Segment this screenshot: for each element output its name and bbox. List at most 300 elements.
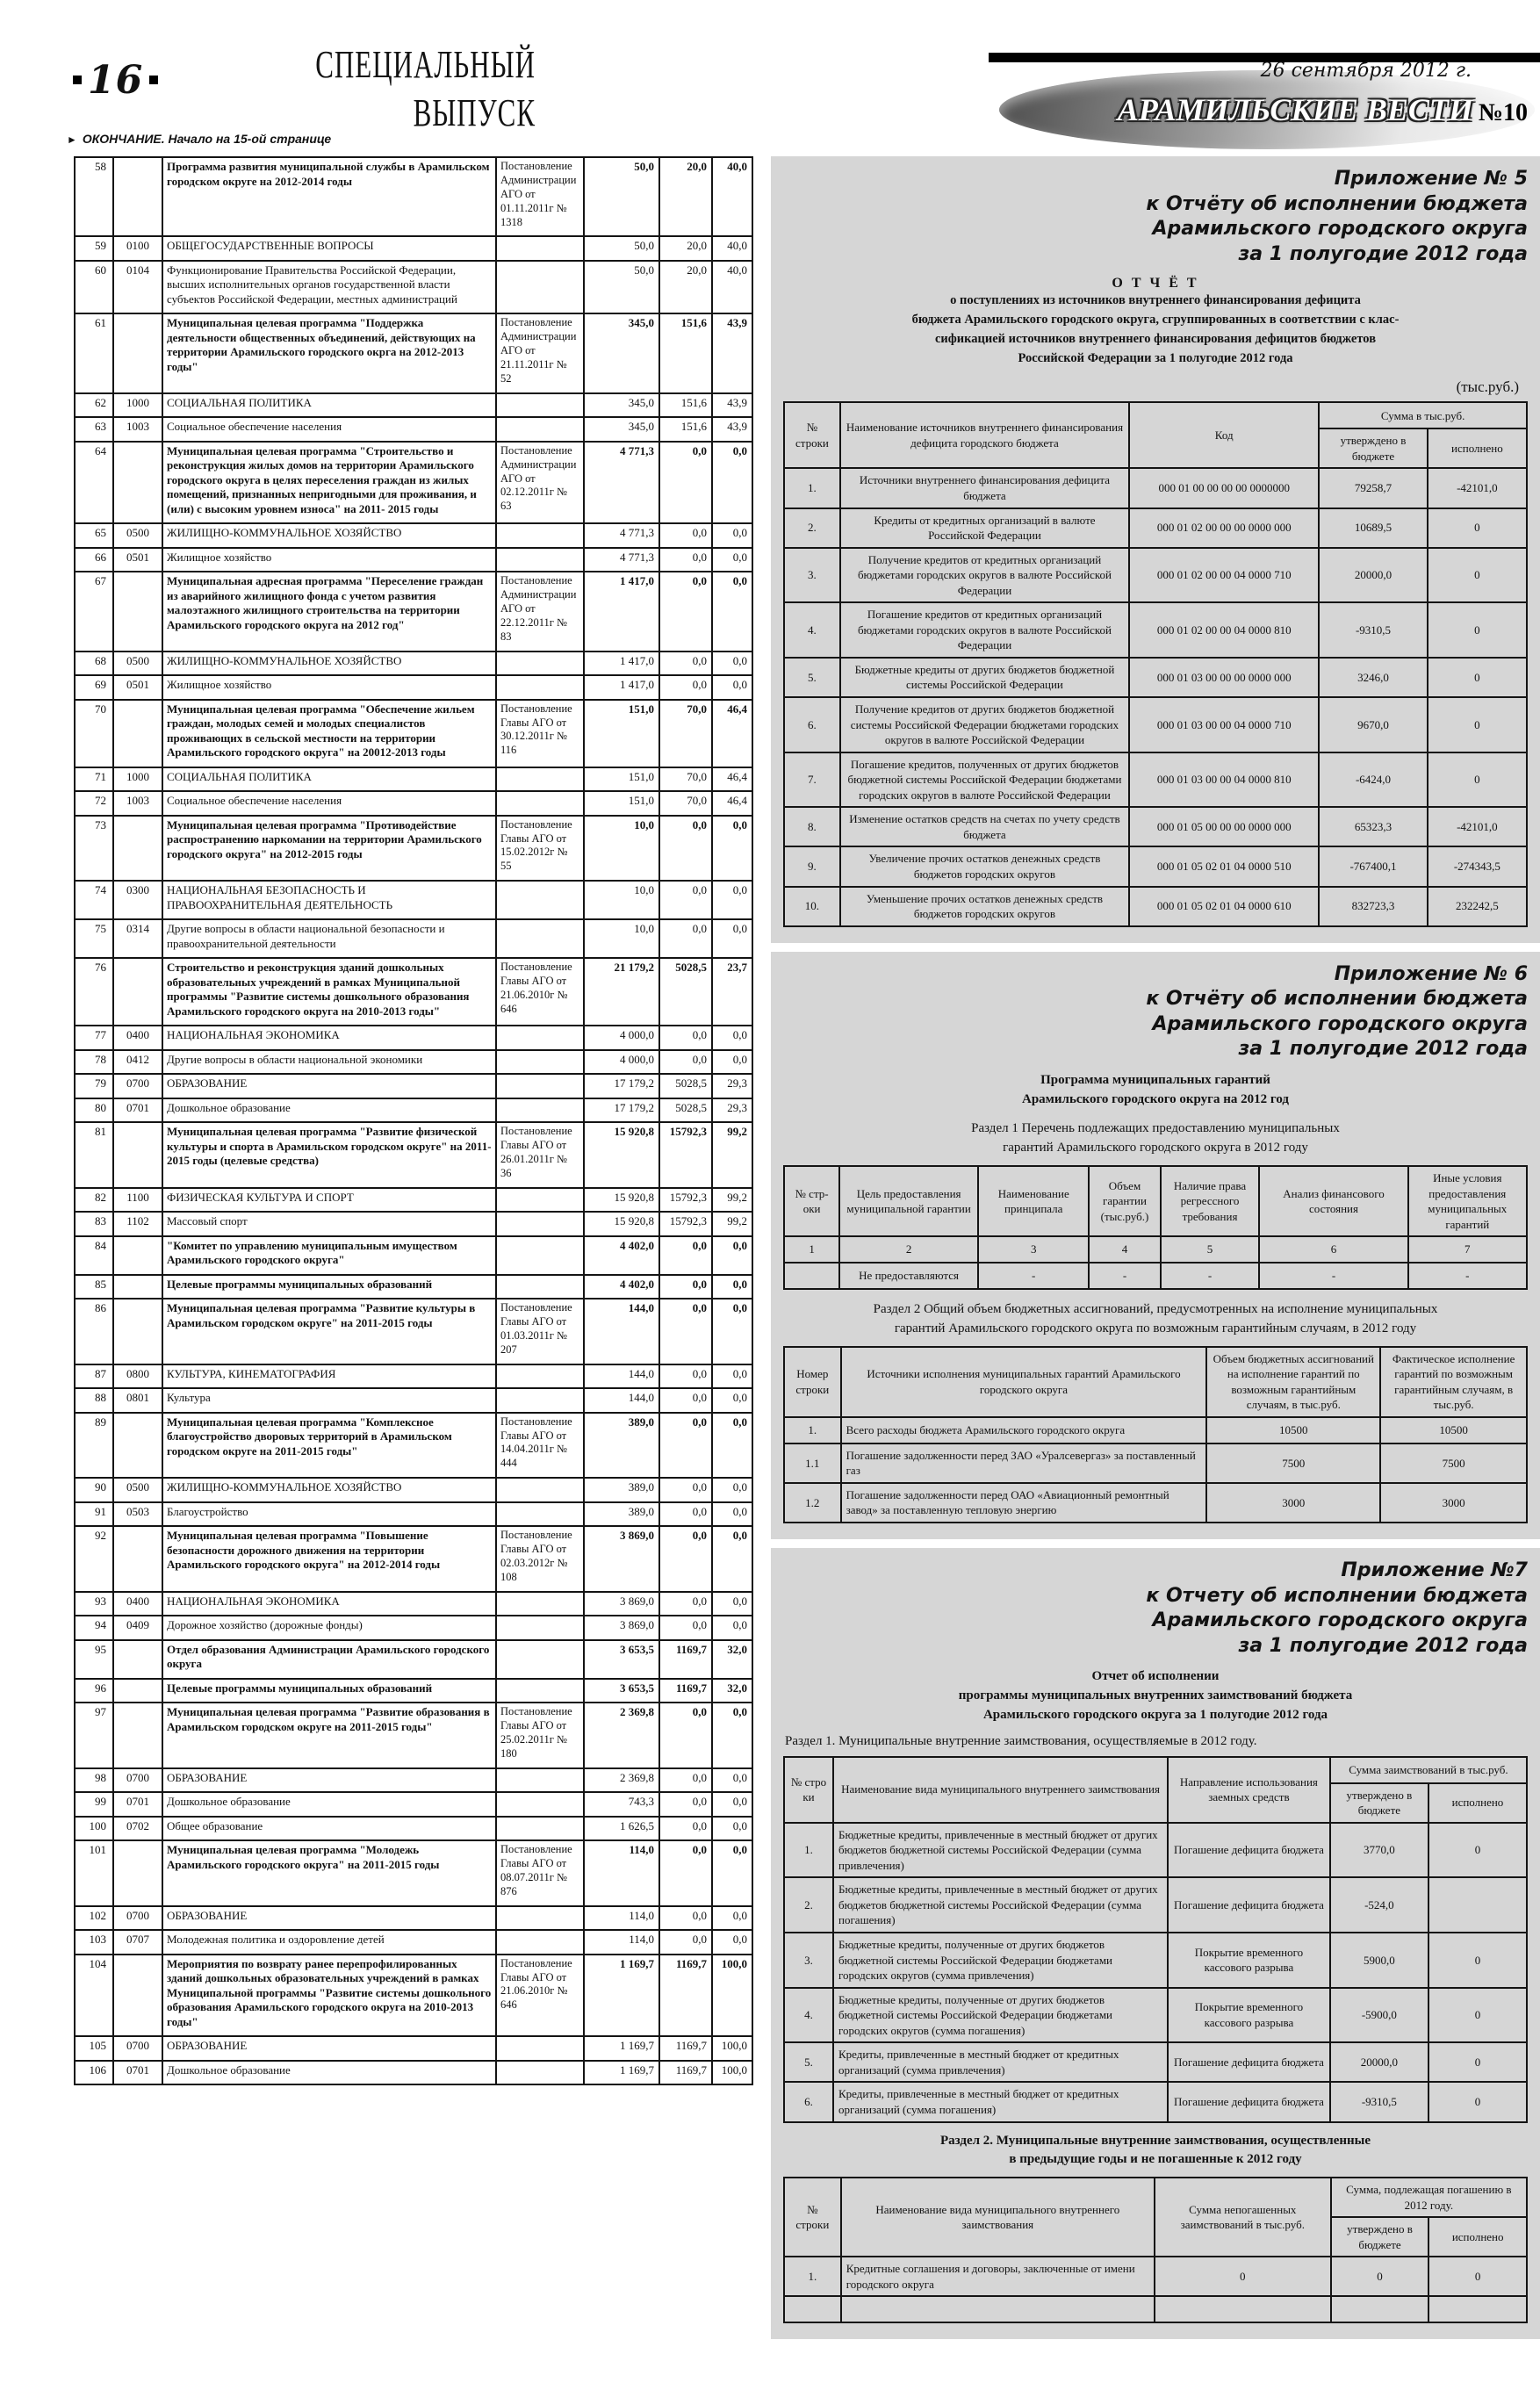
cell-c: 1102 <box>113 1212 162 1236</box>
cell-c <box>113 313 162 392</box>
text-line: Арамильского городского округа <box>1152 1012 1528 1035</box>
cell-v3: 0,0 <box>712 1817 752 1841</box>
col-header-executed: исполнено <box>1428 428 1527 468</box>
cell-name: Погашение кредитов, полученных от других бюджетов бюджетной системы Российской Федерации бюджетами городских округов в валюте Российской Федерации <box>840 752 1129 808</box>
cell-num: 5. <box>784 2042 833 2082</box>
appendix5-title <box>783 167 1528 267</box>
table-row <box>784 2082 1527 2121</box>
cell-res <box>496 1768 584 1793</box>
text-line: сификацией источников внутреннего финансирования дефицитов бюджетов <box>934 331 1377 346</box>
cell-num <box>784 2296 841 2322</box>
col-header-volume: Объем бюджетных ассигнований на исполнение гарантий по возможным гарантийным случаям, в тыс.руб. <box>1206 1347 1380 1417</box>
appendix6-section1-title <box>783 1120 1528 1158</box>
cell-name: Дошкольное образование <box>162 2061 496 2085</box>
left-column <box>74 156 752 2085</box>
cell-v2: 151,6 <box>659 393 712 418</box>
cell-v3: 0,0 <box>712 881 752 919</box>
col-header-code: Код <box>1129 402 1319 468</box>
cell-analysis: - <box>1259 1263 1407 1289</box>
cell-name: ОБРАЗОВАНИЕ <box>162 2036 496 2061</box>
cell-code: 000 01 03 00 00 00 0000 000 <box>1129 658 1319 697</box>
cell-executed: 0 <box>1428 2042 1527 2082</box>
table-row <box>784 2257 1527 2296</box>
cell-v3: 0,0 <box>712 572 752 651</box>
cell-name: Муниципальная целевая программа "Строительство и реконструкция жилых домов на территории Арамильского городского округа в целях переселения граждан из жилых помещений, признанных непригодными для проживания, и (или) с высоким уровнем износа" на 2011- 2015 годы <box>162 442 496 524</box>
cell-executed: 0 <box>1428 2082 1527 2121</box>
text-line: Арамильского городского округа за 1 полугодие 2012 года <box>982 1707 1328 1722</box>
cell-v2: 0,0 <box>659 572 712 651</box>
table-row <box>784 1483 1527 1523</box>
col-header-sum: Сумма заимствований в тыс.руб. <box>1330 1757 1527 1783</box>
cell-n: 78 <box>75 1050 113 1075</box>
right-column <box>771 156 1540 2348</box>
col-header-volume: Объем гарантии (тыс.руб.) <box>1089 1166 1160 1236</box>
cell-v1: 21 179,2 <box>584 958 659 1026</box>
table-row <box>75 2061 752 2085</box>
table-row <box>784 1988 1527 2043</box>
appendix6-panel <box>771 952 1540 1539</box>
cell-v2: 5028,5 <box>659 1074 712 1098</box>
table-row <box>75 1388 752 1413</box>
cell-volume: - <box>1089 1263 1160 1289</box>
cell-regress: 5 <box>1161 1236 1260 1263</box>
cell-v3: 43,9 <box>712 417 752 442</box>
cell-v3: 29,3 <box>712 1098 752 1123</box>
cell-c <box>113 958 162 1026</box>
cell-c: 0700 <box>113 1074 162 1098</box>
cell-approved: 832723,3 <box>1319 887 1428 926</box>
cell-v1: 114,0 <box>584 1840 659 1906</box>
cell-c: 0500 <box>113 652 162 676</box>
cell-v1: 114,0 <box>584 1930 659 1955</box>
appendix6-program-title <box>783 1071 1528 1110</box>
col-header-row-number: № стро ки <box>784 1757 833 1823</box>
cell-v3: 46,4 <box>712 791 752 816</box>
cell-v1: 17 179,2 <box>584 1098 659 1123</box>
text-line: Раздел 2. Муниципальные внутренние заимствования, осуществленные <box>939 2133 1371 2148</box>
cell-v2: 1169,7 <box>659 1640 712 1679</box>
cell-num: 3. <box>784 1933 833 1988</box>
cell-v3: 43,9 <box>712 393 752 418</box>
cell-v2: 20,0 <box>659 236 712 261</box>
cell-code: 000 01 05 02 01 04 0000 610 <box>1129 887 1319 926</box>
text-line: Приложение № 5 <box>1334 168 1528 190</box>
cell-c: 0500 <box>113 1478 162 1502</box>
cell-n: 84 <box>75 1236 113 1275</box>
cell-v1: 4 402,0 <box>584 1236 659 1275</box>
cell-res <box>496 417 584 442</box>
col-header-source-name: Наименование источников внутреннего финансирования дефицита городского бюджета <box>840 402 1129 468</box>
cell-approved: 3770,0 <box>1330 1823 1428 1878</box>
newspaper-name: АРАМИЛЬСКИЕ ВЕСТИ <box>1117 92 1473 127</box>
cell-v1: 2 369,8 <box>584 1703 659 1768</box>
special-issue-title <box>290 40 536 137</box>
cell-c: 0700 <box>113 1906 162 1931</box>
cell-res: Постановление Администрации АГО от 21.11.2011г № 52 <box>496 313 584 392</box>
main-content <box>0 156 1540 2383</box>
cell-v1: 345,0 <box>584 417 659 442</box>
cell-v3: 0,0 <box>712 1388 752 1413</box>
table-row <box>75 1930 752 1955</box>
cell-v2: 151,6 <box>659 313 712 392</box>
col-header-other-conditions: Иные условия предоставления муниципальных гарантий <box>1408 1166 1527 1236</box>
cell-name: СОЦИАЛЬНАЯ ПОЛИТИКА <box>162 393 496 418</box>
cell-name: ЖИЛИЩНО-КОММУНАЛЬНОЕ ХОЗЯЙСТВО <box>162 1478 496 1502</box>
cell-res <box>496 1930 584 1955</box>
cell-v3: 0,0 <box>712 1502 752 1527</box>
cell-v2: 0,0 <box>659 1478 712 1502</box>
cell-unpaid: 0 <box>1155 2257 1331 2296</box>
cell-v1: 10,0 <box>584 881 659 919</box>
cell-n: 60 <box>75 261 113 314</box>
cell-v2: 0,0 <box>659 1299 712 1364</box>
cell-c: 0501 <box>113 675 162 700</box>
cell-v2: 0,0 <box>659 1840 712 1906</box>
cell-name: ФИЗИЧЕСКАЯ КУЛЬТУРА И СПОРТ <box>162 1188 496 1213</box>
cell-num: 9. <box>784 846 840 886</box>
cell-name: ОБРАЗОВАНИЕ <box>162 1768 496 1793</box>
cell-v3: 0,0 <box>712 1768 752 1793</box>
table-row <box>784 508 1527 548</box>
table-row <box>784 697 1527 752</box>
cell-code: 000 01 02 00 00 04 0000 810 <box>1129 602 1319 658</box>
cell-res <box>496 1388 584 1413</box>
cell-n: 82 <box>75 1188 113 1213</box>
cell-v1: 1 626,5 <box>584 1817 659 1841</box>
cell-v3: 0,0 <box>712 1616 752 1640</box>
cell-executed: 0 <box>1428 697 1527 752</box>
cell-name: Бюджетные кредиты, полученные от других бюджетов бюджетной системы Российской Федерации бюджетами городских округов (сумма привлечения) <box>833 1933 1168 1988</box>
cell-v1: 151,0 <box>584 700 659 767</box>
cell-res <box>496 1640 584 1679</box>
cell-name: Муниципальная целевая программа "Развитие образования в Арамильском городском округе на 2011-2015 годы" <box>162 1703 496 1768</box>
cell-v1: 50,0 <box>584 157 659 236</box>
newspaper-title <box>1118 91 1528 128</box>
cell-v1: 345,0 <box>584 393 659 418</box>
cell-name: "Комитет по управлению муниципальным имуществом Арамильского городского округа" <box>162 1236 496 1275</box>
cell-num: 5. <box>784 658 840 697</box>
table-row <box>75 1098 752 1123</box>
cell-name: Целевые программы муниципальных образований <box>162 1679 496 1703</box>
cell-v2: 15792,3 <box>659 1122 712 1188</box>
cell-name: Муниципальная целевая программа "Развитие физической культуры и спорта в Арамильском городском округе" на 2011-2015 годы (целевые средства) <box>162 1122 496 1188</box>
cell-name: НАЦИОНАЛЬНАЯ ЭКОНОМИКА <box>162 1026 496 1050</box>
cell-c: 0314 <box>113 919 162 958</box>
cell-c: 0701 <box>113 1098 162 1123</box>
table-row <box>75 523 752 548</box>
cell-c <box>113 700 162 767</box>
cell-v2: 0,0 <box>659 1236 712 1275</box>
cell-name: ОБРАЗОВАНИЕ <box>162 1906 496 1931</box>
appendix5-panel <box>771 156 1540 943</box>
cell-n: 79 <box>75 1074 113 1098</box>
cell-source: Погашение задолженности перед ЗАО «Уралсевергаз» за поставленный газ <box>841 1443 1207 1483</box>
table-row <box>784 1263 1527 1289</box>
cell-v1: 3 869,0 <box>584 1526 659 1592</box>
cell-approved: 79258,7 <box>1319 468 1428 508</box>
cell-name: ОБЩЕГОСУДАРСТВЕННЫЕ ВОПРОСЫ <box>162 236 496 261</box>
appendix7-section2-title <box>783 2132 1528 2171</box>
cell-c: 0412 <box>113 1050 162 1075</box>
cell-n: 93 <box>75 1592 113 1616</box>
cell-res <box>496 1478 584 1502</box>
cell-c <box>113 157 162 236</box>
cell-name: Программа развития муниципальной службы в Арамильском городском округе на 2012-2014 годы <box>162 157 496 236</box>
cell-v3: 0,0 <box>712 442 752 524</box>
cell-dir: Погашение дефицита бюджета <box>1168 2082 1330 2121</box>
cell-num: 1. <box>784 468 840 508</box>
cell-res <box>496 548 584 572</box>
arrow-right-icon: ► <box>67 133 77 146</box>
cell-v2: 0,0 <box>659 1026 712 1050</box>
table-row <box>784 2296 1527 2322</box>
cell-num: 1. <box>784 1417 841 1443</box>
cell-v1: 50,0 <box>584 261 659 314</box>
col-header-direction: Направление использования заемных средств <box>1168 1757 1330 1823</box>
cell-c: 0300 <box>113 881 162 919</box>
table-row <box>75 417 752 442</box>
cell-executed: 0 <box>1428 1988 1527 2043</box>
cell-n: 63 <box>75 417 113 442</box>
cell-name: Бюджетные кредиты, привлеченные в местный бюджет от других бюджетов бюджетной системы Российской Федерации (сумма привлечения) <box>833 1823 1168 1878</box>
table-row <box>784 1877 1527 1933</box>
cell-name: ОБРАЗОВАНИЕ <box>162 1074 496 1098</box>
table-row <box>784 468 1527 508</box>
cell-other: - <box>1408 1263 1527 1289</box>
cell-v2: 0,0 <box>659 675 712 700</box>
cell-name: Муниципальная целевая программа "Повышение безопасности дорожного движения на территории Арамильского городского округа" на 2012-2014 годы <box>162 1526 496 1592</box>
cell-n: 89 <box>75 1413 113 1479</box>
cell-v2: 0,0 <box>659 1906 712 1931</box>
cell-c: 0707 <box>113 1930 162 1955</box>
cell-v3: 0,0 <box>712 1275 752 1299</box>
cell-n: 92 <box>75 1526 113 1592</box>
text-line: за 1 полугодие 2012 года <box>1238 242 1528 265</box>
cell-n: 101 <box>75 1840 113 1906</box>
cell-executed: 0 <box>1428 658 1527 697</box>
table-row <box>75 236 752 261</box>
cell-name: Бюджетные кредиты, привлеченные в местный бюджет от других бюджетов бюджетной системы Российской Федерации (сумма погашения) <box>833 1877 1168 1933</box>
cell-volume: 10500 <box>1206 1417 1380 1443</box>
cell-v1: 4 771,3 <box>584 548 659 572</box>
table-row <box>75 675 752 700</box>
cell-v1: 15 920,8 <box>584 1212 659 1236</box>
cell-v2: 0,0 <box>659 1413 712 1479</box>
cell-c <box>113 572 162 651</box>
cell-v1: 15 920,8 <box>584 1122 659 1188</box>
table-row <box>75 1026 752 1050</box>
col-header-borrowing-name: Наименование вида муниципального внутреннего заимствования <box>833 1757 1168 1823</box>
appendix5-units-note: (тыс.руб.) <box>1456 378 1519 396</box>
cell-v3: 46,4 <box>712 767 752 792</box>
cell-v1: 10,0 <box>584 919 659 958</box>
cell-name: Кредиты, привлеченные в местный бюджет от кредитных организаций (сумма погашения) <box>833 2082 1168 2121</box>
table-row <box>75 700 752 767</box>
cell-dir: Покрытие временного кассового разрыва <box>1168 1933 1330 1988</box>
table-row <box>75 1616 752 1640</box>
cell-v2: 15792,3 <box>659 1212 712 1236</box>
cell-n: 64 <box>75 442 113 524</box>
cell-v2: 0,0 <box>659 1768 712 1793</box>
appendix5-table <box>783 401 1528 926</box>
cell-num: 4. <box>784 1988 833 2043</box>
cell-v3: 32,0 <box>712 1640 752 1679</box>
cell-code: 000 01 02 00 00 04 0000 710 <box>1129 548 1319 603</box>
cell-v1: 4 771,3 <box>584 442 659 524</box>
cell-v2: 0,0 <box>659 1502 712 1527</box>
cell-code: 000 01 03 00 00 04 0000 810 <box>1129 752 1319 808</box>
cell-source: Всего расходы бюджета Арамильского городского округа <box>841 1417 1207 1443</box>
cell-n: 85 <box>75 1275 113 1299</box>
cell-c: 0702 <box>113 1817 162 1841</box>
cell-c: 0700 <box>113 1768 162 1793</box>
cell-n: 96 <box>75 1679 113 1703</box>
cell-name: Бюджетные кредиты от других бюджетов бюджетной системы Российской Федерации <box>840 658 1129 697</box>
cell-res <box>496 1792 584 1817</box>
table-row <box>75 1768 752 1793</box>
cell-executed: 0 <box>1428 1933 1527 1988</box>
cell-name: Кредитные соглашения и договоры, заключенные от имени городского округа <box>841 2257 1155 2296</box>
cell-approved: -767400,1 <box>1319 846 1428 886</box>
appendix7-title <box>783 1559 1528 1659</box>
cell-v1: 4 771,3 <box>584 523 659 548</box>
cell-name: Дошкольное образование <box>162 1098 496 1123</box>
cell-v2: 0,0 <box>659 1388 712 1413</box>
cell-volume: 3000 <box>1206 1483 1380 1523</box>
cell-res: Постановление Главы АГО от 01.03.2011г № 207 <box>496 1299 584 1364</box>
cell-name: Целевые программы муниципальных образований <box>162 1275 496 1299</box>
cell-goal: Не предоставляются <box>839 1263 978 1289</box>
table-row <box>75 1906 752 1931</box>
table-row <box>75 1592 752 1616</box>
col-header-row-number: Номер строки <box>784 1347 841 1417</box>
cell-res <box>496 919 584 958</box>
cell-res <box>496 791 584 816</box>
text-line: Раздел 2 Общий объем бюджетных ассигнований, предусмотренных на исполнение муниципальных <box>873 1302 1438 1317</box>
cell-n: 70 <box>75 700 113 767</box>
appendix6-section2-title <box>783 1300 1528 1339</box>
text-line: Российской Федерации за 1 полугодие 2012 года <box>1018 350 1293 365</box>
cell-v3: 29,3 <box>712 1074 752 1098</box>
appendix7-section1-title: Раздел 1. Муниципальные внутренние заимствования, осуществляемые в 2012 году. <box>785 1733 1257 1748</box>
cell-v1: 4 402,0 <box>584 1275 659 1299</box>
cell-num: 6. <box>784 697 840 752</box>
cell-name: Муниципальная целевая программа "Молодежь Арамильского городского округа" на 2011-2015 годы <box>162 1840 496 1906</box>
cell-approved: 0 <box>1331 2257 1429 2296</box>
table-row <box>75 652 752 676</box>
cell-v1: 4 000,0 <box>584 1026 659 1050</box>
cell-v2: 15792,3 <box>659 1188 712 1213</box>
table-row <box>784 1443 1527 1483</box>
text-line: гарантий Арамильского городского округа в 2012 году <box>1003 1141 1308 1156</box>
cell-n: 100 <box>75 1817 113 1841</box>
cell-name: Общее образование <box>162 1817 496 1841</box>
cell-goal: 2 <box>839 1236 978 1263</box>
cell-executed: 0 <box>1428 2257 1527 2296</box>
cell-name: Молодежная политика и оздоровление детей <box>162 1930 496 1955</box>
text-line: к Отчету об исполнении бюджета <box>1146 1584 1528 1607</box>
table-row <box>75 1074 752 1098</box>
cell-c: 0400 <box>113 1592 162 1616</box>
cell-v1: 17 179,2 <box>584 1074 659 1098</box>
cell-c <box>113 1275 162 1299</box>
cell-v3: 0,0 <box>712 652 752 676</box>
text-line: гарантий Арамильского городского округа по возможным гарантийным случаям, в 2012 году <box>894 1321 1417 1335</box>
table-row <box>784 602 1527 658</box>
cell-v1: 144,0 <box>584 1364 659 1389</box>
cell-v2: 151,6 <box>659 417 712 442</box>
cell-c: 0400 <box>113 1026 162 1050</box>
cell-v3: 0,0 <box>712 1050 752 1075</box>
cell-num: 10. <box>784 887 840 926</box>
cell-n: 62 <box>75 393 113 418</box>
cell-v3: 0,0 <box>712 1703 752 1768</box>
cell-res: Постановление Администрации АГО от 02.12.2011г № 63 <box>496 442 584 524</box>
cell-unpaid <box>1155 2296 1331 2322</box>
cell-executed: 0 <box>1428 548 1527 603</box>
cell-name: Социальное обеспечение населения <box>162 417 496 442</box>
cell-name: Муниципальная целевая программа "Обеспечение жильем граждан, молодых семей и молодых специалистов проживающих в сельской местности на территории Арамильского городского округа" на 20012-2013 годы <box>162 700 496 767</box>
cell-n: 75 <box>75 919 113 958</box>
table-row <box>75 1236 752 1275</box>
table-row <box>784 846 1527 886</box>
cell-v3: 23,7 <box>712 958 752 1026</box>
col-header-approved: утверждено в бюджете <box>1330 1783 1428 1823</box>
cell-executed: -274343,5 <box>1428 846 1527 886</box>
cell-n: 81 <box>75 1122 113 1188</box>
cell-executed: 0 <box>1428 1823 1527 1878</box>
cell-v2: 0,0 <box>659 1275 712 1299</box>
cell-v1: 743,3 <box>584 1792 659 1817</box>
cell-v1: 1 169,7 <box>584 1955 659 2037</box>
cell-v3: 99,2 <box>712 1122 752 1188</box>
cell-v1: 151,0 <box>584 767 659 792</box>
cell-c: 0500 <box>113 523 162 548</box>
cell-approved: -9310,5 <box>1330 2082 1428 2121</box>
cell-name: Получение кредитов от других бюджетов бюджетной системы Российской Федерации бюджетами городских округов в валюте Российской Федерации <box>840 697 1129 752</box>
cell-n: 91 <box>75 1502 113 1527</box>
cell-n: 61 <box>75 313 113 392</box>
cell-v2: 0,0 <box>659 1616 712 1640</box>
cell-principal: - <box>978 1263 1089 1289</box>
table-row <box>75 1275 752 1299</box>
table-row <box>75 548 752 572</box>
cell-v1: 1 169,7 <box>584 2036 659 2061</box>
cell-v1: 2 369,8 <box>584 1768 659 1793</box>
cell-v3: 40,0 <box>712 236 752 261</box>
cell-res <box>496 1502 584 1527</box>
cell-num: 8. <box>784 807 840 846</box>
cell-c: 0700 <box>113 2036 162 2061</box>
cell-name <box>841 2296 1155 2322</box>
cell-num: 7. <box>784 752 840 808</box>
cell-n: 76 <box>75 958 113 1026</box>
table-row <box>75 313 752 392</box>
cell-name: Дорожное хозяйство (дорожные фонды) <box>162 1616 496 1640</box>
cell-executed <box>1428 2296 1527 2322</box>
cell-v2: 70,0 <box>659 791 712 816</box>
cell-n: 74 <box>75 881 113 919</box>
col-header-goal: Цель предоставления муниципальной гарантии <box>839 1166 978 1236</box>
cell-res: Постановление Главы АГО от 08.07.2011г № 876 <box>496 1840 584 1906</box>
cell-name: Жилищное хозяйство <box>162 548 496 572</box>
cell-res <box>496 767 584 792</box>
table-row <box>75 791 752 816</box>
cell-name: СОЦИАЛЬНАЯ ПОЛИТИКА <box>162 767 496 792</box>
table-row <box>75 958 752 1026</box>
cell-name: НАЦИОНАЛЬНАЯ БЕЗОПАСНОСТЬ И ПРАВООХРАНИТЕЛЬНАЯ ДЕЯТЕЛЬНОСТЬ <box>162 881 496 919</box>
cell-name: Дошкольное образование <box>162 1792 496 1817</box>
